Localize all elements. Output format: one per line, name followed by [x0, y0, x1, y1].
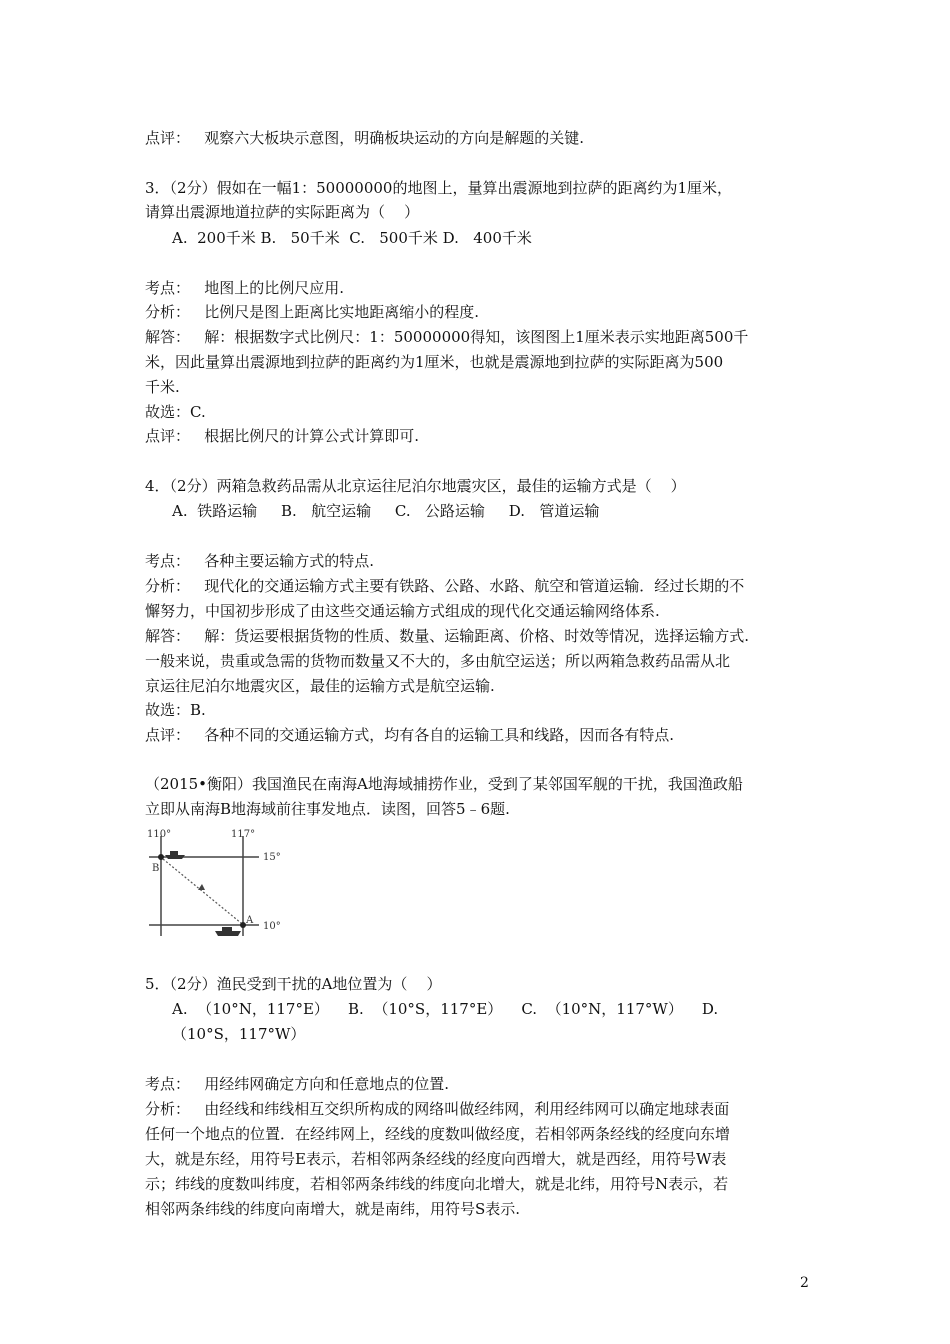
q4-jieda-1: 解答： 解：货运要根据货物的性质、数量、运输距离、价格、时效等情况，选择运输方式. [145, 627, 750, 645]
q5-fenxi-4: 示；纬线的度数叫纬度，若相邻两条纬线的纬度向北增大，就是北纬，用符号N表示，若 [145, 1175, 729, 1193]
q4-stem: 4．（2分）两箱急救药品需从北京运往尼泊尔地震灾区，最佳的运输方式是（ ） [145, 477, 686, 495]
q4-dianping: 点评： 各种不同的交通运输方式，均有各自的运输工具和线路，因而各有特点. [145, 726, 675, 744]
q5-fenxi-2: 任何一个地点的位置．在经纬网上，经线的度数叫做经度，若相邻两条经线的经度向东增 [145, 1125, 731, 1143]
ship-a-icon [215, 927, 241, 936]
q3-jieda-3: 千米. [145, 378, 180, 396]
lat-top-label: 15° [263, 852, 281, 863]
q5-kaodian: 考点： 用经纬网确定方向和任意地点的位置. [145, 1075, 450, 1093]
q3-kaodian: 考点： 地图上的比例尺应用. [145, 279, 345, 297]
intro-line1: （2015•衡阳）我国渔民在南海A地海域捕捞作业，受到了某邻国军舰的干扰，我国渔政船 [145, 775, 743, 793]
q3-fenxi: 分析： 比例尺是图上距离比实地距离缩小的程度. [145, 303, 480, 321]
lat-lon-grid-figure [145, 828, 295, 940]
point-a-label: A [246, 915, 254, 926]
q5-options-1: A. （10°N，117°E） B. （10°S，117°E） C. （10°N，117°W） D. [172, 1000, 719, 1018]
point-b-label: B [152, 863, 160, 874]
ship-b-icon [165, 851, 185, 859]
q4-fenxi-1: 分析： 现代化的交通运输方式主要有铁路、公路、水路、航空和管道运输．经过长期的不 [145, 577, 745, 595]
q3-dianping: 点评： 根据比例尺的计算公式计算即可. [145, 427, 420, 445]
lon-right-label: 117° [231, 829, 256, 840]
q3-options: A. 200千米 B. 50千米 C. 500千米 D. 400千米 [172, 229, 532, 247]
page-number: 2 [800, 1275, 809, 1291]
route-arrow-line [163, 859, 241, 923]
q3-stem-line1: 3．（2分）假如在一幅1：50000000的地图上，量算出震源地到拉萨的距离约为1厘米， [145, 179, 733, 197]
q4-kaodian: 考点： 各种主要运输方式的特点. [145, 552, 375, 570]
lon-left-label: 110° [147, 829, 172, 840]
route-arrowhead [198, 884, 205, 890]
q4-jieda-2: 一般来说，贵重或急需的货物而数量又不大的，多由航空运送；所以两箱急救药品需从北 [145, 652, 731, 670]
q3-stem-line2: 请算出震源地道拉萨的实际距离为（ ） [145, 203, 420, 221]
q4-guxuan: 故选：B. [145, 701, 206, 719]
q3-jieda-1: 解答： 解：根据数字式比例尺：1：50000000得知，该图图上1厘米表示实地距离500千 [145, 328, 749, 346]
point-b-marker [158, 854, 164, 860]
intro-line2: 立即从南海B地海域前往事发地点．读图，回答5﹣6题. [145, 800, 510, 818]
q4-fenxi-2: 懈努力，中国初步形成了由这些交通运输方式组成的现代化交通运输网络体系. [145, 602, 660, 620]
q5-stem: 5．（2分）渔民受到干扰的A地位置为（ ） [145, 975, 442, 993]
q5-options-2: （10°S，117°W） [172, 1025, 306, 1043]
q4-jieda-3: 京运往尼泊尔地震灾区，最佳的运输方式是航空运输. [145, 677, 495, 695]
q3-jieda-2: 米，因此量算出震源地到拉萨的距离约为1厘米，也就是震源地到拉萨的实际距离为500 [145, 353, 724, 371]
q5-fenxi-5: 相邻两条纬线的纬度向南增大，就是南纬，用符号S表示. [145, 1200, 521, 1218]
review-prev: 点评： 观察六大板块示意图，明确板块运动的方向是解题的关键. [145, 129, 585, 147]
q5-fenxi-1: 分析： 由经线和纬线相互交织所构成的网络叫做经纬网，利用经纬网可以确定地球表面 [145, 1100, 730, 1118]
q4-options: A. 铁路运输 B. 航空运输 C. 公路运输 D. 管道运输 [172, 502, 600, 520]
q3-guxuan: 故选：C. [145, 403, 206, 421]
lat-bottom-label: 10° [263, 921, 281, 932]
q5-fenxi-3: 大，就是东经，用符号E表示，若相邻两条经线的经度向西增大，就是西经，用符号W表 [145, 1150, 727, 1168]
